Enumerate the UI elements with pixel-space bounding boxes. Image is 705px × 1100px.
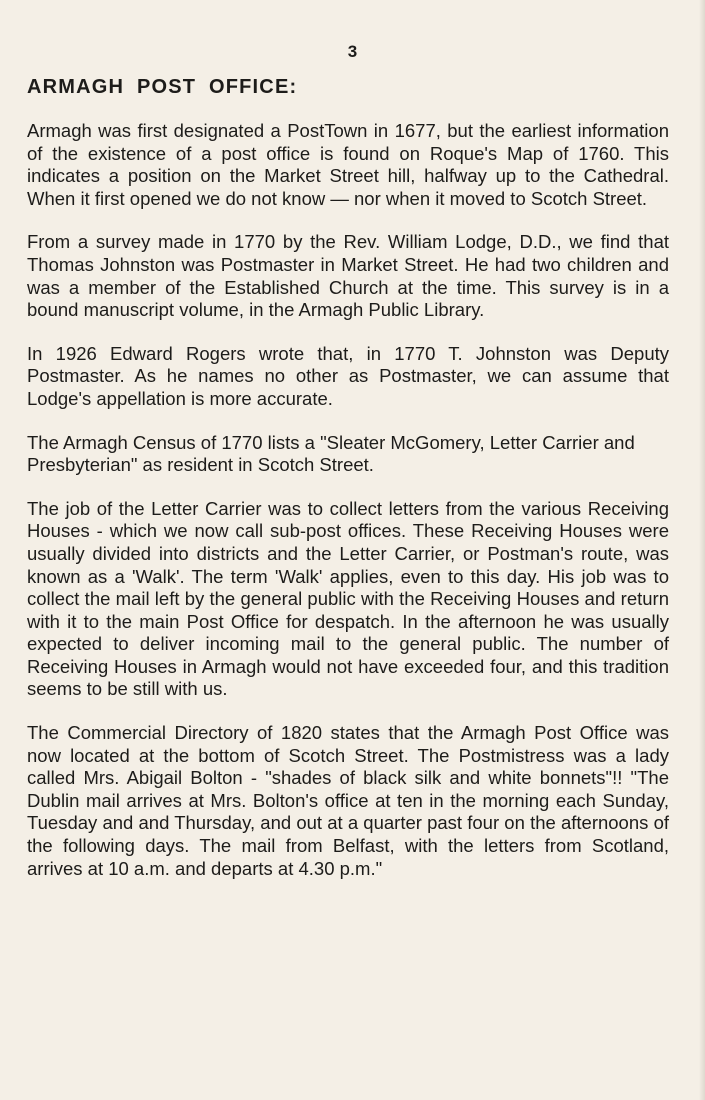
page-edge-shadow (699, 0, 705, 1100)
paragraph-post-town: Armagh was first designated a PostTown in 1677, but the earliest information of the existence of a post office is found on Roque's Map of 1760. This indicates a position on the Market Street hill, halfway up to the Cathedral. When it first opened we do not know — nor when it moved to Scotch Street. (27, 120, 669, 209)
paragraph-letter-carrier: The job of the Letter Carrier was to collect letters from the various Receiving Houses - which we now call sub-post offices. These Receiving Houses were usually divided into districts and the Letter Carrier, or Postman's route, was known as a 'Walk'. The term 'Walk' applies, even to this day. His job was to collect the mail left by the general public with the Receiving Houses and return with it to the main Post Office for despatch. In the afternoon he was usually expected to deliver incoming mail to the general public. The number of Receiving Houses in Armagh would not have exceeded four, and this tradition seems to be still with us. (27, 497, 669, 700)
section-heading: ARMAGH POST OFFICE: (27, 76, 298, 98)
paragraph-census-1770: The Armagh Census of 1770 lists a "Sleater McGomery, Letter Carrier and Presbyterian" as resident in Scotch Street. (27, 431, 635, 476)
paragraph-commercial-directory: The Commercial Directory of 1820 states that the Armagh Post Office was now located at the bottom of Scotch Street. The Postmistress was a lady called Mrs. Abigail Bolton - "shades of black silk and white bonnets"!! "The Dublin mail arrives at Mrs. Bolton's office at ten in the morning each Sunday, Tuesday and and Thursday, and out at a quarter past four on the afternoons of the following days. The mail from Belfast, with the letters from Scotland, arrives at 10 a.m. and departs at 4.30 p.m." (27, 722, 669, 879)
paragraph-lodge-survey: From a survey made in 1770 by the Rev. William Lodge, D.D., we find that Thomas Johnston was Postmaster in Market Street. He had two children and was a member of the Established Church at the time. This survey is in a bound manuscript volume, in the Armagh Public Library. (27, 231, 669, 321)
body-text (27, 120, 669, 901)
page-number: 3 (347, 42, 358, 61)
paragraph-edward-rogers: In 1926 Edward Rogers wrote that, in 1770 T. Johnston was Deputy Postmaster. As he names no other as Postmaster, we can assume that Lodge's appellation is more accurate. (27, 342, 669, 409)
